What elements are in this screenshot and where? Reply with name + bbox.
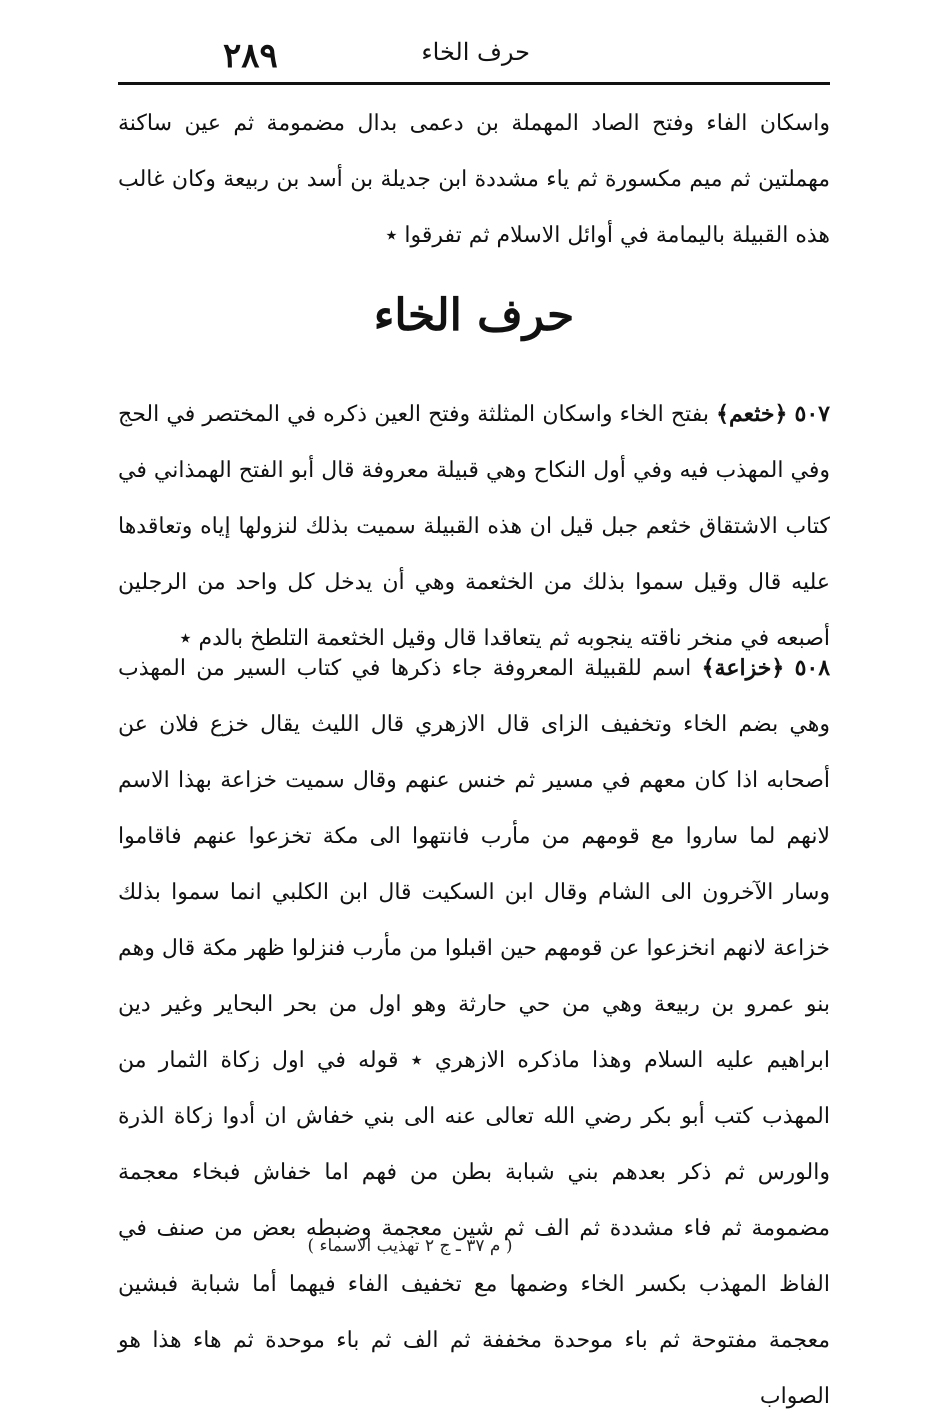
entry-508 [118,640,830,1425]
entry-headword: ﴿خزاعة﴾ [701,655,785,681]
intro-paragraph: واسكان الفاء وفتح الصاد المهملة بن دعمى بدال مضمومة ثم عين ساكنة مهملتين ثم ميم مكسورة ثم ياء مشددة ابن جديلة بن أسد بن ربيعة وكان غالب هذه القبيلة باليمامة في أوائل الاسلام ثم تفرقوا ٭ [118,111,830,248]
entry-headword: ﴿خثعم﴾ [716,401,788,427]
header-rule [118,82,830,85]
entry-text: بفتح الخاء واسكان المثلثة وفتح العين ذكره في المختصر في الحج وفي المهذب فيه وفي أول النكاح وهي قبيلة معروفة قال أبو الفتح الهمذاني في كتاب الاشتقاق خثعم جبل قيل ان هذه القبيلة سميت بذلك لنزولها إياه وتعاقدها عليه قال وقيل سموا بذلك من الخثعمة وهي أن يدخل كل واحد من الرجلين أصبعه في منخر ناقته ينجوبه ثم يتعاقدا قال وقيل الخثعمة التلطخ بالدم ٭ [118,402,830,651]
entry-507 [118,386,830,667]
running-title: حرف الخاء [421,38,530,66]
entry-number: ٥٠٨ [794,655,831,681]
entry-number: ٥٠٧ [794,401,830,427]
entry-text: اسم للقبيلة المعروفة جاء ذكرها في كتاب السير من المهذب وهي بضم الخاء وتخفيف الزاى قال الازهري قال الليث يقال خزع فلان عن أصحابه اذا كان معهم في مسير ثم خنس عنهم وقال سميت خزاعة بهذا الاسم لانهم لما ساروا مع قومهم من مأرب فانتهوا الى مكة تخزعوا عنهم فاقاموا وسار الآخرون الى الشام وقال ابن السكيت قال ابن الكلبي انما سموا بذلك خزاعة لانهم انخزعوا عن قومهم حين اقبلوا من مأرب فنزلوا ظهر مكة قال وهم بنو عمرو بن ربيعة وهي من حي حارثة وهو اول من بحر البحاير وغير دين ابراهيم عليه السلام وهذا ماذكره الازهري ٭ قوله في اول زكاة الثمار من المهذب كتب أبو بكر رضي الله تعالى عنه الى بني خفاش ان أدوا زكاة الذرة والورس ثم ذكر بعدهم بني شبابة بطن من فهم اما خفاش فبخاء معجمة مضمومة ثم فاء مشددة ثم الف ثم شين معجمة وضبطه بعض من صنف في الفاظ المهذب بكسر الخاء وضمها مع تخفيف الفاء فيهما أما شبابة فبشين معجمة مفتوحة ثم باء موحدة مخففة ثم الف ثم باء موحدة ثم هاء هذا هو الصواب [118,656,830,1409]
section-title: حرف الخاء [373,290,575,341]
page-number: ٢٨٩ [223,36,278,76]
page-header [118,28,830,84]
footer-signature-note: ( م ٣٧ ـ ج ٢ تهذيب الاسماء ) [307,1236,513,1256]
